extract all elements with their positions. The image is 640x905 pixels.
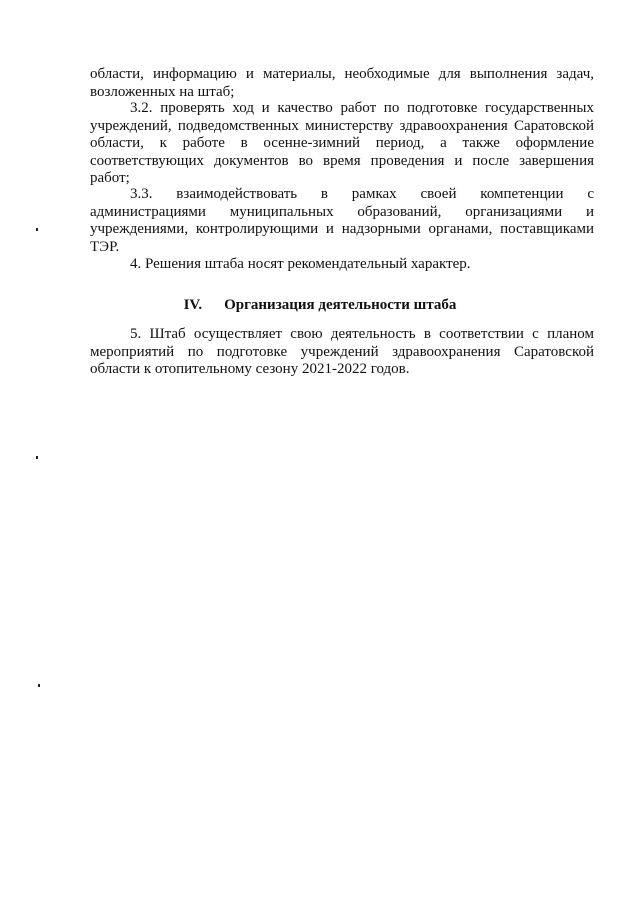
- text-line: ТЭР.: [90, 238, 120, 255]
- section-number: IV.: [183, 297, 203, 313]
- text-line: области к отопительному сезону 2021-2022 годов.: [90, 361, 410, 377]
- paragraph-3-2: [90, 100, 594, 188]
- text-line: работ;: [90, 170, 130, 186]
- text-line: учреждений, подведомственных министерству здравоохранения Саратовской: [90, 117, 594, 134]
- paragraph-5: [90, 326, 594, 379]
- paragraph-4: [90, 256, 594, 274]
- text-line: возложенных на штаб;: [90, 83, 235, 100]
- paragraph-3-1-continuation: [90, 66, 594, 101]
- section-heading: [0, 296, 640, 314]
- scan-speck: [36, 456, 38, 459]
- text-line: 5. Штаб осуществляет свою деятельность в соответствии с планом: [130, 326, 594, 342]
- text-line: соответствующих документов во время проведения и после завершения: [90, 152, 594, 169]
- paragraph-3-3: [90, 186, 594, 256]
- scan-speck: [36, 228, 38, 231]
- text-line: области, информацию и материалы, необходимые для выполнения задач,: [90, 66, 594, 82]
- scan-speck: [38, 684, 40, 687]
- text-line: учреждениями, контролирующими и надзорными органами, поставщиками: [90, 221, 594, 237]
- text-line: 3.2. проверять ход и качество работ по подготовке государственных: [130, 100, 594, 116]
- text-line: мероприятий по подготовке учреждений здравоохранения Саратовской: [90, 343, 594, 360]
- text-line: 3.3. взаимодействовать в рамках своей компетенции с: [130, 186, 594, 202]
- section-title: Организация деятельности штаба: [224, 297, 457, 313]
- text-line: области, к работе в осенне-зимний период, а также оформление: [90, 135, 594, 151]
- text-line: 4. Решения штаба носят рекомендательный характер.: [130, 256, 471, 272]
- text-line: администрациями муниципальных образований, организациями и: [90, 203, 594, 220]
